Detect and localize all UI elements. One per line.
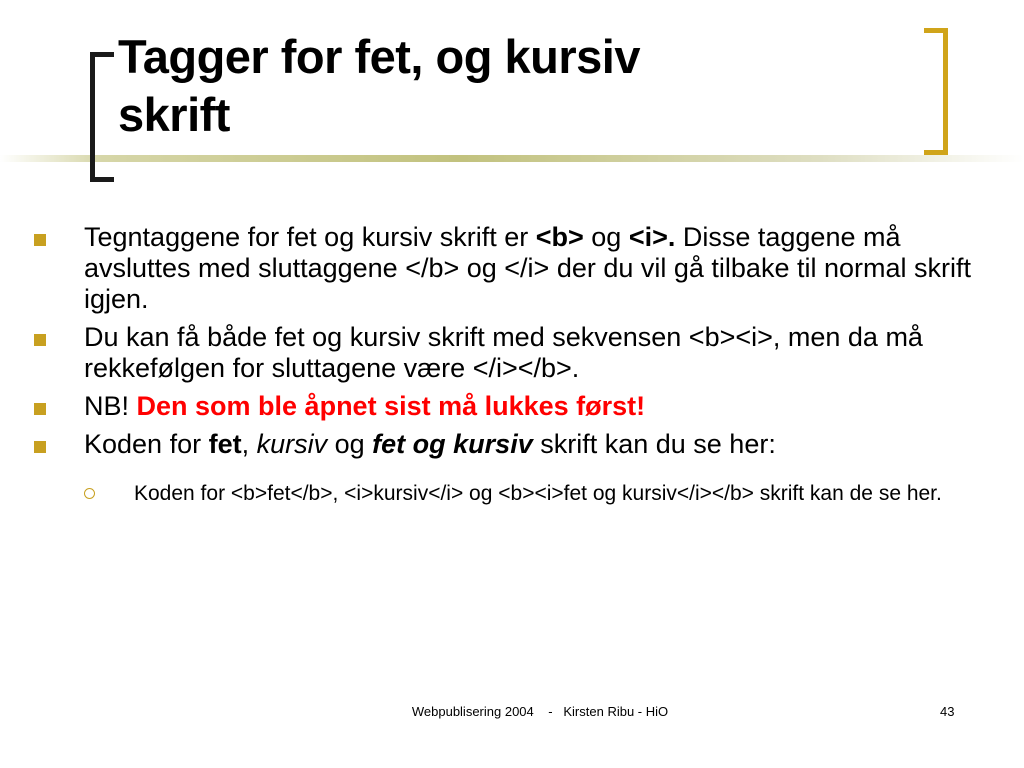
text-span-bold: fet — [208, 429, 242, 459]
bullet-text: Du kan få både fet og kursiv skrift med sekvensen <b><i>, men da må rekkefølgen for sluttagene være </i></b>. — [84, 322, 923, 383]
square-bullet-icon — [34, 403, 46, 415]
bullet-text — [84, 222, 971, 314]
bullet-text — [84, 391, 645, 421]
bullet-item — [34, 222, 994, 315]
bullet-text — [84, 429, 776, 459]
sub-bullet-item — [34, 482, 994, 506]
text-span: Koden for — [84, 429, 209, 459]
slide-title-line-2: skrift — [118, 88, 230, 141]
text-span: Disse taggene må avsluttes med sluttaggene </b> og </i> der du vil gå tilbake til normal skrift igjen. — [84, 222, 971, 314]
text-span-italic: kursiv — [256, 429, 328, 459]
text-span: NB! — [84, 391, 137, 421]
text-span: og — [583, 222, 629, 252]
left-bracket-decoration — [90, 52, 114, 182]
text-span: skrift kan du se her: — [532, 429, 776, 459]
right-bracket-decoration — [924, 28, 948, 155]
text-span: og — [327, 429, 373, 459]
circle-bullet-icon — [84, 488, 95, 499]
page-number: 43 — [940, 704, 955, 719]
text-span: Tegntaggene for fet og kursiv skrift er — [84, 222, 536, 252]
text-span: , — [241, 429, 257, 459]
square-bullet-icon — [34, 234, 46, 246]
footer-text: Webpublisering 2004 - Kirsten Ribu - HiO — [411, 704, 669, 719]
warning-text: Den som ble åpnet sist må lukkes først! — [136, 391, 646, 421]
slide-body — [34, 222, 994, 506]
slide-title — [118, 28, 878, 144]
bullet-item — [34, 322, 994, 384]
square-bullet-icon — [34, 441, 46, 453]
text-span-bold: <b> — [535, 222, 584, 252]
square-bullet-icon — [34, 334, 46, 346]
bullet-item — [34, 391, 994, 422]
bullet-item — [34, 429, 994, 460]
sub-bullet-link-text[interactable]: Koden for <b>fet</b>, <i>kursiv</i> og <b><i>fet og kursiv</i></b> skrift kan de se her. — [134, 482, 942, 505]
slide-title-line-1: Tagger for fet, og kursiv — [118, 30, 640, 83]
text-span-bold: <i>. — [628, 222, 676, 252]
text-span-bold-italic: fet og kursiv — [372, 429, 533, 459]
title-divider-bar — [0, 155, 1024, 162]
